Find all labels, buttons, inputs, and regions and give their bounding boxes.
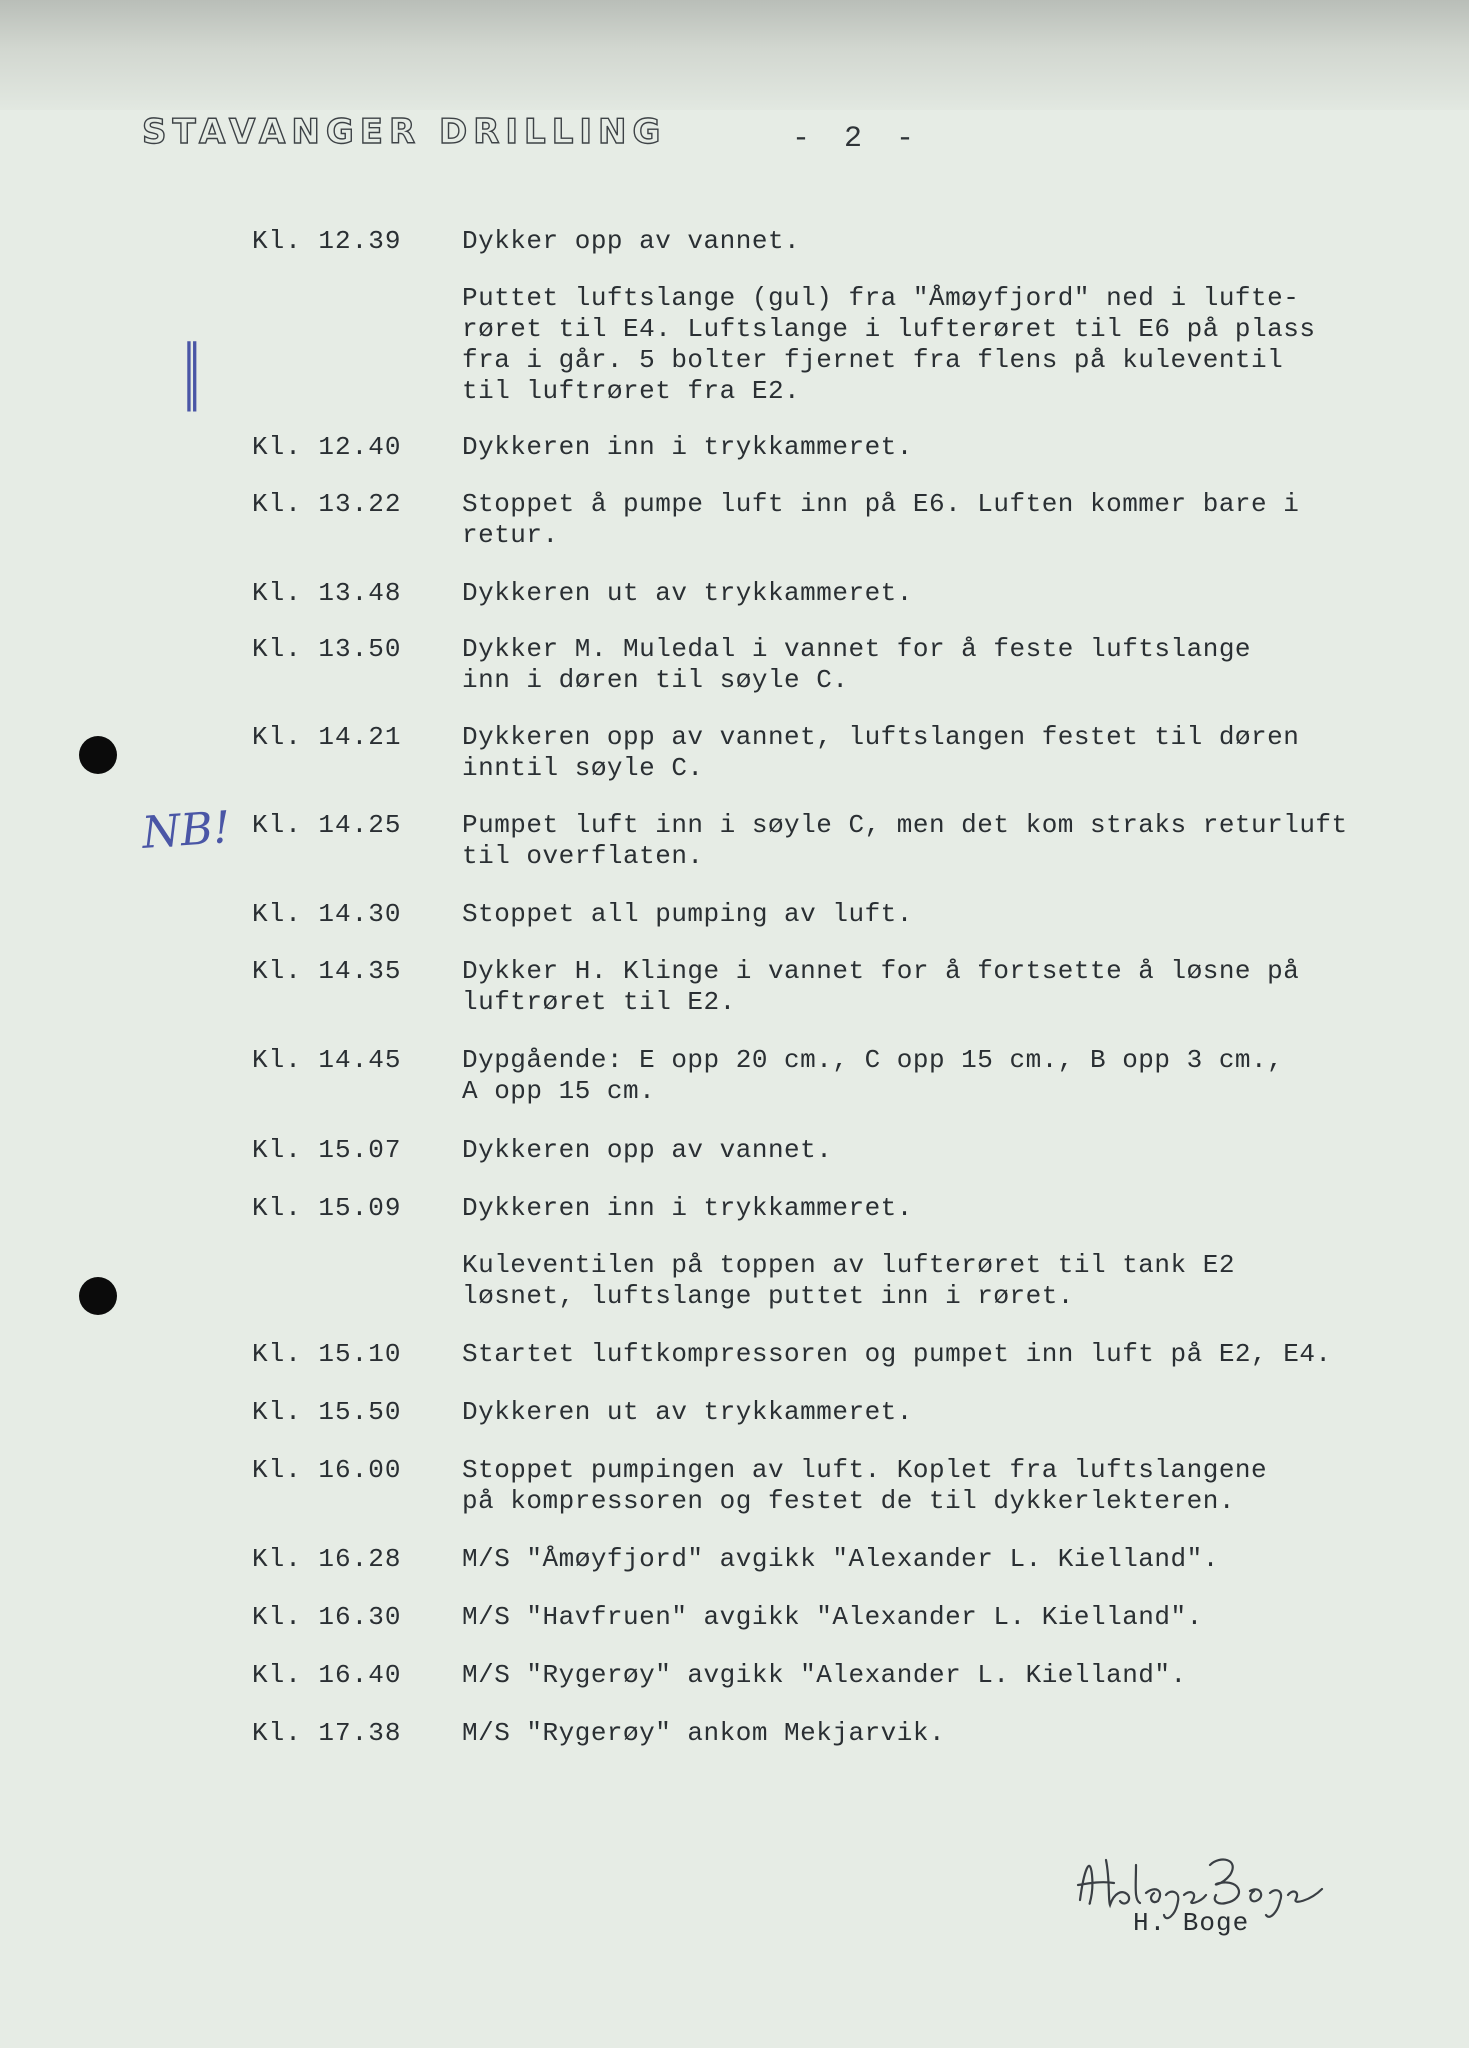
page-number: - 2 - bbox=[792, 122, 923, 156]
entry-text: Dykker opp av vannet. bbox=[462, 226, 801, 256]
entry-time: Kl. 14.21 bbox=[252, 722, 402, 752]
entry-text: M/S "Rygerøy" ankom Mekjarvik. bbox=[462, 1718, 946, 1748]
entry-time: Kl. 14.30 bbox=[252, 899, 402, 929]
entry-time: Kl. 16.40 bbox=[252, 1660, 402, 1690]
entry-time: Kl. 13.22 bbox=[252, 489, 402, 519]
entry-text: Puttet luftslange (gul) fra "Åmøyfjord" ned i lufte- røret til E4. Luftslange i lufterøret til E6 på plass fra i går. 5 bolter fjernet fra flens på kuleventil til luftrøret fra E2. bbox=[462, 283, 1316, 406]
entry-text: Kuleventilen på toppen av lufterøret til tank E2 løsnet, luftslange puttet inn i røret. bbox=[462, 1250, 1235, 1311]
entry-time: Kl. 16.00 bbox=[252, 1455, 402, 1485]
entry-text: Stoppet å pumpe luft inn på E6. Luften kommer bare i retur. bbox=[462, 489, 1300, 550]
entry-time: Kl. 15.10 bbox=[252, 1339, 402, 1369]
entry-text: M/S "Rygerøy" avgikk "Alexander L. Kielland". bbox=[462, 1660, 1187, 1690]
entry-text: Dykker M. Muledal i vannet for å feste luftslange inn i døren til søyle C. bbox=[462, 634, 1252, 695]
entry-text: Stoppet pumpingen av luft. Koplet fra luftslangene på kompressoren og festet de til dykkerlekteren. bbox=[462, 1455, 1268, 1516]
entry-time: Kl. 14.45 bbox=[252, 1045, 402, 1075]
entry-text: Stoppet all pumping av luft. bbox=[462, 899, 913, 929]
letterhead-brand: STAVANGER DRILLING bbox=[142, 112, 667, 152]
entry-time: Kl. 14.25 bbox=[252, 810, 402, 840]
entry-text: Dykkeren inn i trykkammeret. bbox=[462, 432, 913, 462]
entry-time: Kl. 13.48 bbox=[252, 578, 402, 608]
entry-time: Kl. 15.07 bbox=[252, 1135, 402, 1165]
entry-time: Kl. 16.28 bbox=[252, 1544, 402, 1574]
entry-time: Kl. 13.50 bbox=[252, 634, 402, 664]
entry-text: Dykker H. Klinge i vannet for å fortsette å løsne på luftrøret til E2. bbox=[462, 956, 1300, 1017]
entry-text: Dykkeren opp av vannet. bbox=[462, 1135, 833, 1165]
typed-signatory-name: H. Boge bbox=[1133, 1908, 1250, 1938]
entry-text: M/S "Havfruen" avgikk "Alexander L. Kielland". bbox=[462, 1602, 1203, 1632]
entry-text: Dypgående: E opp 20 cm., C opp 15 cm., B opp 3 cm., A opp 15 cm. bbox=[462, 1045, 1284, 1106]
entry-text: Dykkeren ut av trykkammeret. bbox=[462, 1397, 913, 1427]
entry-time: Kl. 15.50 bbox=[252, 1397, 402, 1427]
entry-text: M/S "Åmøyfjord" avgikk "Alexander L. Kielland". bbox=[462, 1544, 1219, 1574]
handwritten-margin-bars: || bbox=[181, 330, 194, 412]
entry-time: Kl. 17.38 bbox=[252, 1718, 402, 1748]
scan-top-shadow bbox=[0, 0, 1469, 110]
entry-time: Kl. 14.35 bbox=[252, 956, 402, 986]
entry-text: Pumpet luft inn i søyle C, men det kom straks returluft til overflaten. bbox=[462, 810, 1348, 871]
entry-time: Kl. 12.39 bbox=[252, 226, 402, 256]
entry-text: Dykkeren ut av trykkammeret. bbox=[462, 578, 913, 608]
entry-text: Dykkeren opp av vannet, luftslangen festet til døren inntil søyle C. bbox=[462, 722, 1300, 783]
binder-hole-punch bbox=[79, 736, 117, 774]
binder-hole-punch bbox=[79, 1277, 117, 1315]
entry-time: Kl. 15.09 bbox=[252, 1193, 402, 1223]
entry-text: Startet luftkompressoren og pumpet inn luft på E2, E4. bbox=[462, 1339, 1332, 1369]
entry-text: Dykkeren inn i trykkammeret. bbox=[462, 1193, 913, 1223]
handwritten-nb-note: NB! bbox=[140, 801, 233, 860]
entry-time: Kl. 16.30 bbox=[252, 1602, 402, 1632]
entry-time: Kl. 12.40 bbox=[252, 432, 402, 462]
